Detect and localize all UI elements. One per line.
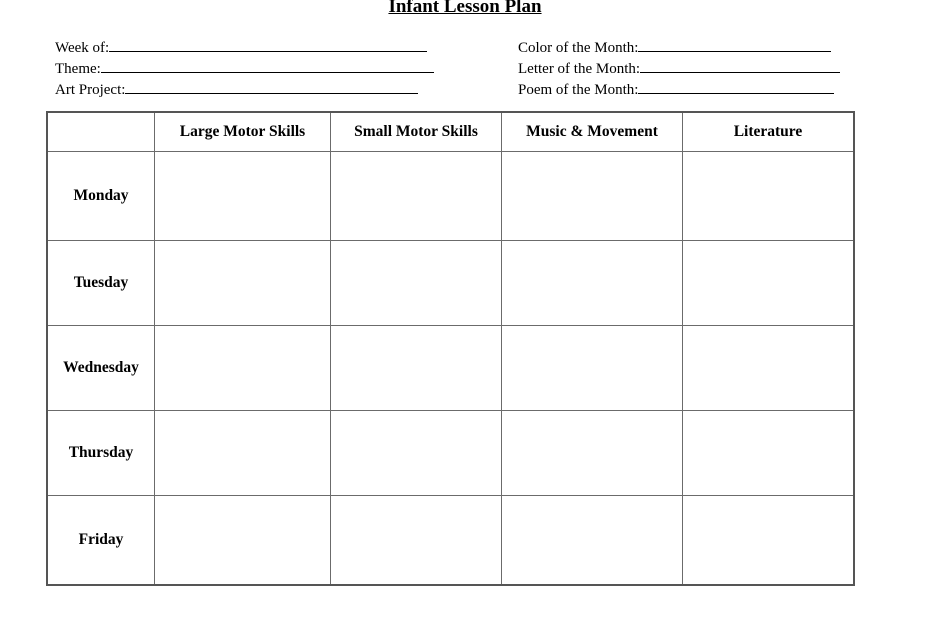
- table-corner-cell: [47, 112, 155, 152]
- meta-fields: [0, 38, 930, 100]
- cell-friday-small-motor-skills[interactable]: [331, 496, 502, 586]
- cell-wednesday-music-movement[interactable]: [502, 326, 683, 411]
- field-letter-of-month: [518, 59, 840, 80]
- day-label-friday: Friday: [47, 496, 155, 586]
- table-row: [47, 496, 854, 586]
- cell-friday-literature[interactable]: [683, 496, 855, 586]
- cell-monday-literature[interactable]: [683, 152, 855, 241]
- meta-column-left: [55, 38, 434, 101]
- field-letter-of-month-label: Letter of the Month:: [518, 61, 641, 77]
- field-poem-of-month-label: Poem of the Month:: [518, 82, 639, 98]
- meta-column-right: [518, 38, 840, 101]
- day-label-tuesday: Tuesday: [47, 241, 155, 326]
- table-row: [47, 152, 854, 241]
- table-row: [47, 411, 854, 496]
- column-header-small-motor-skills: Small Motor Skills: [331, 112, 502, 152]
- cell-wednesday-literature[interactable]: [683, 326, 855, 411]
- cell-tuesday-large-motor-skills[interactable]: [155, 241, 331, 326]
- field-week-of-label: Week of:: [55, 40, 110, 56]
- cell-monday-large-motor-skills[interactable]: [155, 152, 331, 241]
- field-color-of-month: [518, 38, 840, 59]
- cell-friday-music-movement[interactable]: [502, 496, 683, 586]
- cell-thursday-small-motor-skills[interactable]: [331, 411, 502, 496]
- field-art-project: [55, 80, 434, 101]
- day-label-monday: Monday: [47, 152, 155, 241]
- field-theme-input[interactable]: [101, 59, 434, 73]
- column-header-literature: Literature: [683, 112, 855, 152]
- cell-tuesday-music-movement[interactable]: [502, 241, 683, 326]
- cell-tuesday-small-motor-skills[interactable]: [331, 241, 502, 326]
- field-week-of-input[interactable]: [109, 38, 427, 52]
- field-art-project-input[interactable]: [125, 80, 418, 94]
- day-label-wednesday: Wednesday: [47, 326, 155, 411]
- column-header-music-movement: Music & Movement: [502, 112, 683, 152]
- page-title: Infant Lesson Plan: [388, 0, 542, 17]
- table-row: [47, 241, 854, 326]
- cell-monday-music-movement[interactable]: [502, 152, 683, 241]
- cell-friday-large-motor-skills[interactable]: [155, 496, 331, 586]
- table-row: [47, 326, 854, 411]
- field-art-project-label: Art Project:: [55, 82, 126, 98]
- table-header-row: [47, 112, 854, 152]
- field-theme: [55, 59, 434, 80]
- field-color-of-month-input[interactable]: [638, 38, 831, 52]
- field-poem-of-month-input[interactable]: [638, 80, 834, 94]
- field-theme-label: Theme:: [55, 61, 101, 77]
- field-poem-of-month: [518, 80, 840, 101]
- cell-thursday-literature[interactable]: [683, 411, 855, 496]
- cell-wednesday-large-motor-skills[interactable]: [155, 326, 331, 411]
- field-letter-of-month-input[interactable]: [640, 59, 840, 73]
- column-header-large-motor-skills: Large Motor Skills: [155, 112, 331, 152]
- day-label-thursday: Thursday: [47, 411, 155, 496]
- cell-tuesday-literature[interactable]: [683, 241, 855, 326]
- field-week-of: [55, 38, 434, 59]
- field-color-of-month-label: Color of the Month:: [518, 40, 639, 56]
- cell-wednesday-small-motor-skills[interactable]: [331, 326, 502, 411]
- lesson-plan-table: [46, 111, 855, 586]
- cell-thursday-large-motor-skills[interactable]: [155, 411, 331, 496]
- cell-monday-small-motor-skills[interactable]: [331, 152, 502, 241]
- cell-thursday-music-movement[interactable]: [502, 411, 683, 496]
